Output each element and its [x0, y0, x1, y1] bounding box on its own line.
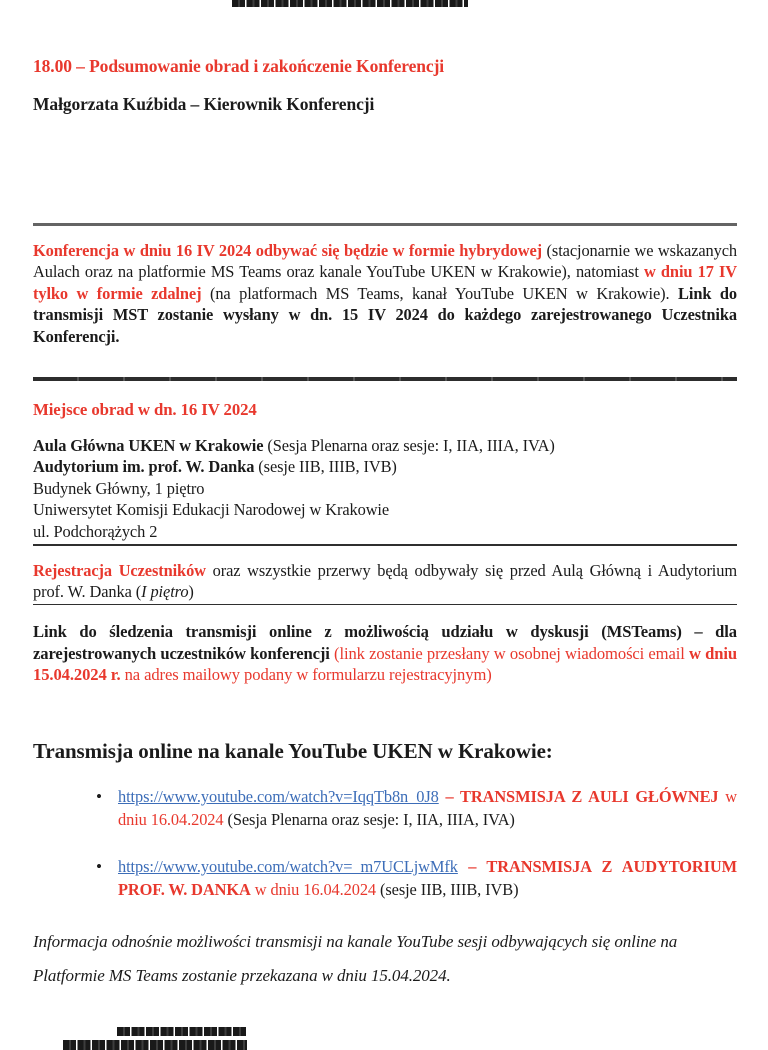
venue-hall-1-name: Aula Główna UKEN w Krakowie: [33, 435, 264, 455]
venue-hall-2: [33, 456, 737, 478]
youtube-link-audytorium[interactable]: https://www.youtube.com/watch?v=_m7UCLjwMfk: [118, 856, 458, 876]
registration-close-paren: ): [188, 582, 194, 602]
registration-paragraph: [33, 560, 737, 603]
youtube-section-heading-text: Transmisja online na kanale YouTube UKEN w Krakowie:: [33, 738, 553, 763]
footnote-italic-paragraph: Informacja odnośnie możliwości transmisji na kanale YouTube sesji odbywających się online na Platformie MS Teams zostanie przekazana w dniu 15.04.2024.: [33, 931, 678, 985]
msteams-red-2: na adres mailowy podany w formularzu rejestracyjnym): [120, 665, 492, 685]
hybrid-black-bold: Link do transmisji MST zostanie wysłany w dn. 15 IV 2024 do każdego zarejestrowanego Uczestnika Konferencji.: [33, 283, 737, 346]
aula-transmisja-red-bold: – TRANSMISJA Z AULI GŁÓWNEJ: [438, 786, 719, 806]
conference-manager-text: Małgorzata Kuźbida – Kierownik Konferencji: [33, 94, 375, 114]
venue-hall-1: [33, 435, 737, 457]
msteams-black-bold: Link do śledzenia transmisji online z możliwością udziału w dyskusji (MSTeams) – dla zarejestrowanych uczestników konferencji: [33, 622, 737, 663]
youtube-section-heading: [33, 738, 737, 765]
audytorium-sessions-black: (sesje IIB, IIIB, IVB): [376, 879, 519, 899]
msteams-link-paragraph: [33, 621, 737, 686]
divider-under-address: [33, 544, 737, 546]
audytorium-date-red: w dniu 16.04.2024: [250, 879, 377, 899]
youtube-link-item-audytorium: [96, 855, 737, 901]
closing-session-heading: [33, 55, 737, 78]
registration-red-bold: Rejestracja Uczestników: [33, 560, 206, 580]
venue-heading-text: Miejsce obrad w dn. 16 IV 2024: [33, 399, 257, 419]
hybrid-format-paragraph: [33, 240, 737, 348]
hybrid-normal-1: (stacjonarnie we wskazanych Aulach oraz na platformie MS Teams oraz kanale YouTube UKEN w Krakowie), natomiast: [33, 240, 738, 281]
cutoff-text-bottom-1: [117, 1027, 247, 1036]
aula-sessions-black: (Sesja Plenarna oraz sesje: I, IIA, IIIA, IVA): [223, 809, 515, 829]
msteams-red-bold-date: w dniu 15.04.2024 r.: [33, 643, 737, 685]
registration-normal: oraz wszystkie przerwy będą odbywały się przed Aulą Główną i Audytorium prof. W. Danka (: [33, 560, 738, 602]
page-content: [0, 55, 768, 993]
cutoff-text-glyphs: [117, 1027, 247, 1036]
divider-heavy: [33, 377, 737, 381]
audytorium-transmisja-red-bold: – TRANSMISJA Z AUDYTORIUM PROF. W. DANKA: [118, 856, 737, 899]
cutoff-text-top: [232, 0, 468, 7]
venue-building: Budynek Główny, 1 piętro: [33, 478, 205, 498]
youtube-links-list: [33, 785, 737, 901]
msteams-red-1: (link zostanie przesłany w osobnej wiadomości email: [329, 643, 689, 663]
youtube-link-item-aula: [96, 785, 737, 831]
bullet-icon: •: [96, 856, 102, 876]
cutoff-text-glyphs: [63, 1040, 247, 1050]
venue-university: Uniwersytet Komisji Edukacji Narodowej w Krakowie: [33, 500, 390, 519]
aula-date-red: w dniu 16.04.2024: [118, 786, 737, 829]
venue-hall-1-sessions: (Sesja Plenarna oraz sesje: I, IIA, IIIA, IVA): [263, 435, 555, 455]
registration-floor-italic: I piętro: [141, 582, 189, 602]
venue-address-block: [33, 435, 737, 543]
closing-session-text: 18.00 – Podsumowanie obrad i zakończenie Konferencji: [33, 56, 445, 76]
youtube-link-aula[interactable]: https://www.youtube.com/watch?v=IqqTb8n_0J8: [118, 786, 439, 806]
venue-heading: [33, 398, 737, 421]
divider-gray: [33, 223, 737, 226]
venue-hall-2-sessions: (sesje IIB, IIIB, IVB): [254, 457, 397, 476]
cutoff-text-glyphs: [232, 0, 468, 7]
hybrid-red-bold-1: Konferencja w dniu 16 IV 2024 odbywać się będzie w formie hybrydowej: [33, 240, 543, 260]
conference-manager-line: [33, 93, 737, 116]
hybrid-red-bold-2: w dniu 17 IV tylko w formie zdalnej: [33, 262, 737, 303]
divider-under-registration: [33, 604, 737, 606]
bullet-icon: •: [96, 786, 102, 806]
venue-street: ul. Podchorążych 2: [33, 521, 158, 541]
venue-hall-2-name: Audytorium im. prof. W. Danka: [33, 457, 255, 476]
hybrid-normal-2: (na platformach MS Teams, kanał YouTube UKEN w Krakowie).: [201, 283, 679, 303]
cutoff-text-bottom-2: [63, 1040, 247, 1050]
